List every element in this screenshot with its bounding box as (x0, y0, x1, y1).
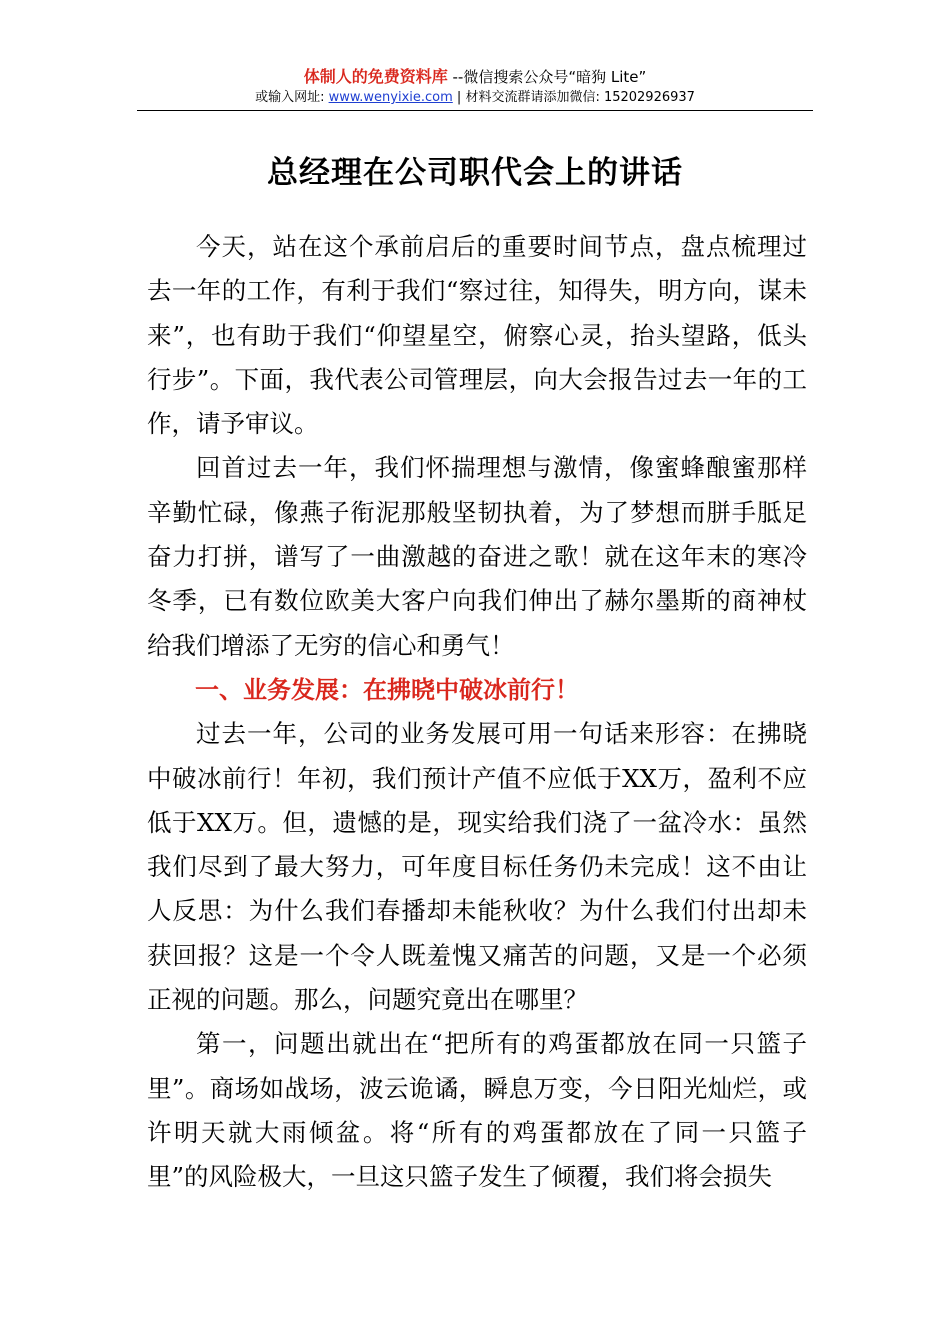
paragraph-first-issue: 第一，问题出就出在“把所有的鸡蛋都放在同一只篮子里”。商场如战场，波云诡谲，瞬息万变，今日阳光灿烂，或许明天就大雨倾盆。将“所有的鸡蛋都放在了同一只篮子里”的风险极大，一旦这只篮子发生了倾覆，我们将会损失 (147, 1029, 807, 1192)
paragraph-review: 回首过去一年，我们怀揣理想与激情，像蜜蜂酿蜜那样辛勤忙碌，像燕子衔泥那般坚韧执着，为了梦想而胼手胝足奋力打拼，谱写了一曲激越的奋进之歌！就在这年末的寒冷冬季，已有数位欧美大客户向我们伸出了赫尔墨斯的商神杖给我们增添了无穷的信心和勇气！ (147, 453, 807, 660)
section-heading-business: 一、业务发展：在拂晓中破冰前行！ (195, 675, 579, 704)
paragraph-business: 过去一年，公司的业务发展可用一句话来形容：在拂晓中破冰前行！年初，我们预计产值不应低于XX万，盈利不应低于XX万。但，遗憾的是，现实给我们浇了一盆冷水：虽然我们尽到了最大努力，可年度目标任务仍未完成！这不由让人反思：为什么我们春播却未能秋收？为什么我们付出却未获回报？这是一个令人既羞愧又痛苦的问题，又是一个必须正视的问题。那么，问题究竟出在哪里？ (147, 719, 807, 1015)
website-link[interactable]: www.wenyixie.com (328, 90, 453, 105)
header-divider (137, 110, 813, 111)
header-contact-line (137, 88, 813, 108)
page-header (137, 66, 813, 108)
document-body (147, 225, 807, 1200)
contact-info: | 材料交流群请添加微信: 15202926937 (452, 90, 695, 105)
document-title: 总经理在公司职代会上的讲话 (267, 155, 683, 191)
header-tagline: --微信搜索公众号“暗狗 Lite” (447, 68, 647, 86)
url-prefix: 或输入网址: (255, 90, 329, 105)
brand-name: 体制人的免费资料库 (303, 67, 448, 86)
header-promo-line (137, 66, 813, 88)
paragraph-intro: 今天，站在这个承前启后的重要时间节点，盘点梳理过去一年的工作，有利于我们“察过往，知得失，明方向，谋未来”，也有助于我们“仰望星空，俯察心灵，抬头望路，低头行步”。下面，我代表公司管理层，向大会报告过去一年的工作，请予审议。 (147, 232, 807, 439)
